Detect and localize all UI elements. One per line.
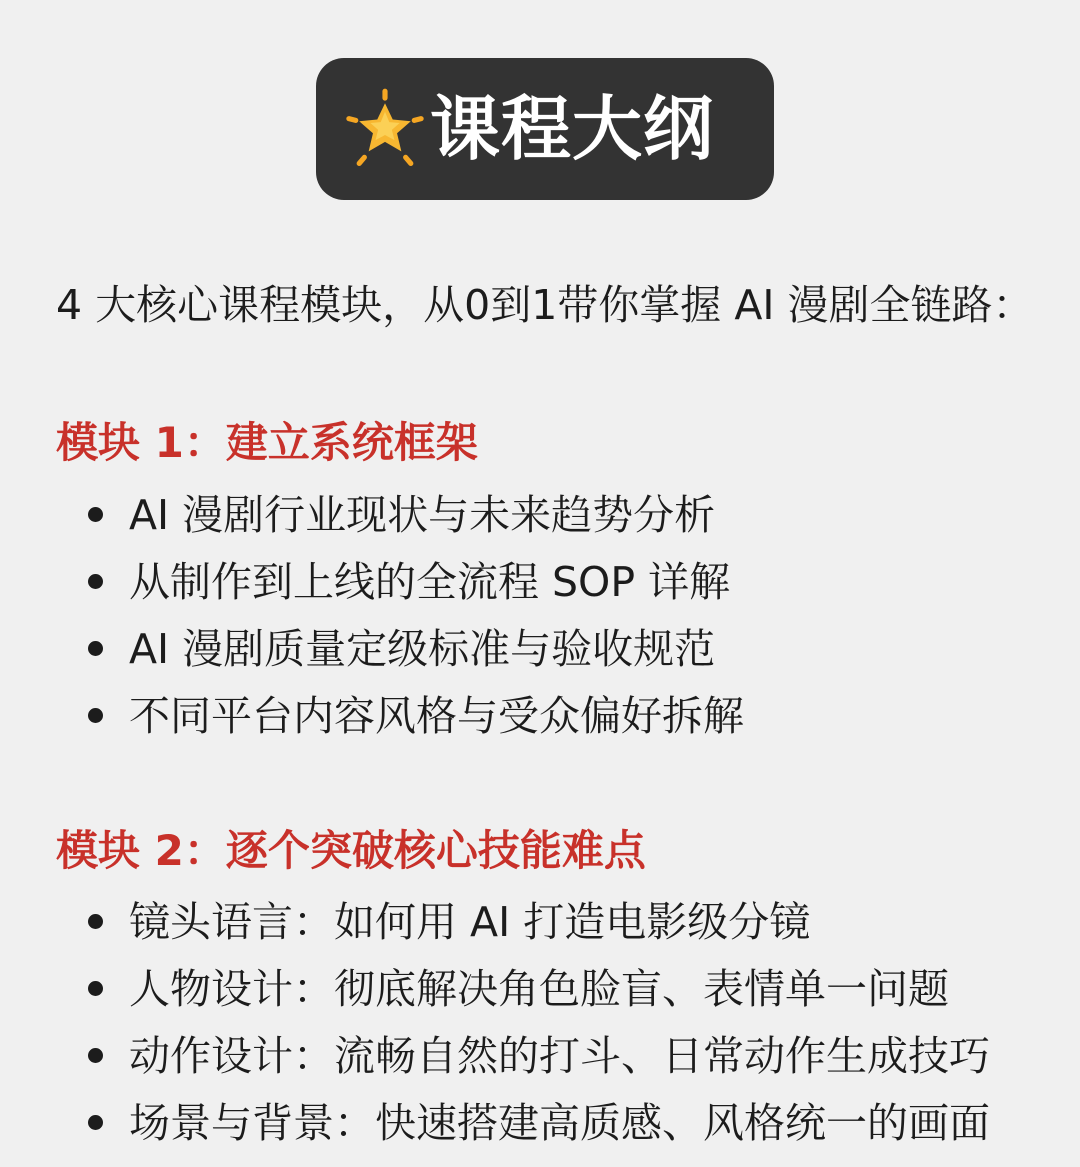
bullet-dot-icon (88, 708, 103, 723)
bullet-dot-icon (88, 641, 103, 656)
list-item (88, 1089, 990, 1156)
page-title: 课程大纲 (430, 88, 714, 170)
list-item (88, 548, 744, 615)
bullet-dot-icon (88, 1115, 103, 1130)
list-item-text: AI 漫剧行业现状与未来趋势分析 (129, 490, 716, 539)
module-1-list (88, 481, 744, 749)
list-item-text: 场景与背景：快速搭建高质感、风格统一的画面 (129, 1098, 990, 1147)
list-item (88, 682, 744, 749)
module-2-heading: 模块 2：逐个突破核心技能难点 (56, 826, 646, 875)
list-item-text: AI 漫剧质量定级标准与验收规范 (129, 624, 716, 673)
list-item-text: 不同平台内容风格与受众偏好拆解 (129, 691, 744, 740)
bullet-dot-icon (88, 914, 103, 929)
list-item-text: 从制作到上线的全流程 SOP 详解 (129, 557, 731, 606)
list-item-text: 人物设计：彻底解决角色脸盲、表情单一问题 (129, 964, 949, 1013)
intro-text: 4 大核心课程模块，从0到1带你掌握 AI 漫剧全链路： (56, 281, 1034, 329)
sparkle-star-icon (342, 86, 428, 172)
list-item (88, 615, 744, 682)
list-item (88, 888, 990, 955)
list-item (88, 1022, 990, 1089)
list-item-text: 镜头语言：如何用 AI 打造电影级分镜 (129, 897, 811, 946)
bullet-dot-icon (88, 574, 103, 589)
list-item (88, 955, 990, 1022)
list-item (88, 481, 744, 548)
title-badge (316, 58, 774, 200)
bullet-dot-icon (88, 981, 103, 996)
list-item-text: 动作设计：流畅自然的打斗、日常动作生成技巧 (129, 1031, 990, 1080)
module-1-heading: 模块 1：建立系统框架 (56, 418, 478, 467)
bullet-dot-icon (88, 507, 103, 522)
bullet-dot-icon (88, 1048, 103, 1063)
module-2-list (88, 888, 990, 1156)
